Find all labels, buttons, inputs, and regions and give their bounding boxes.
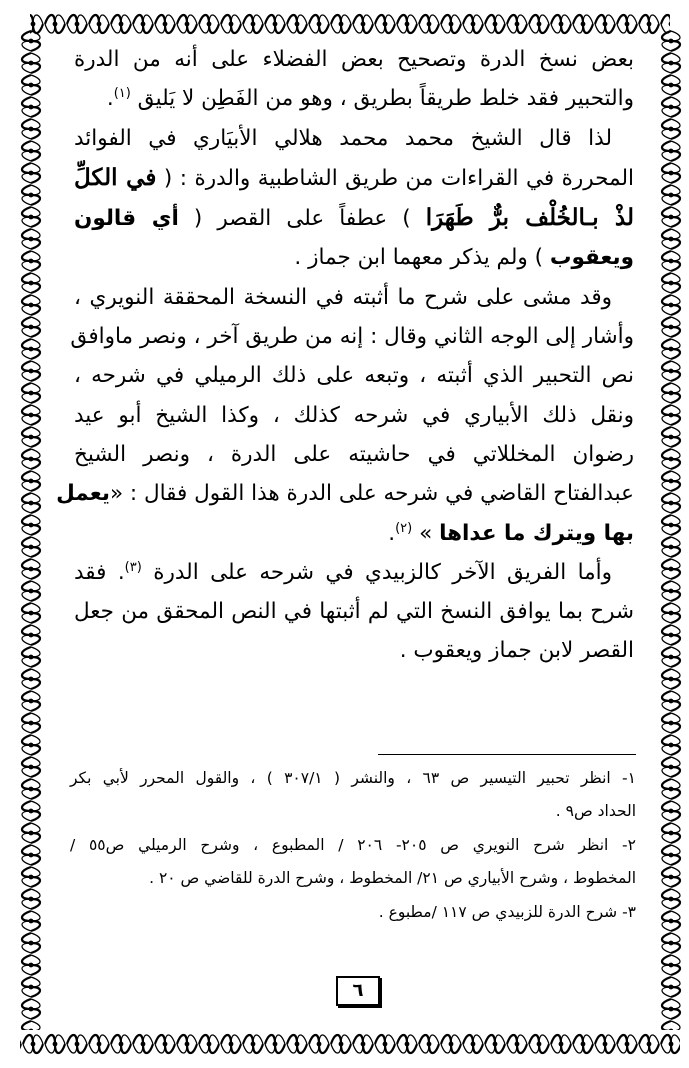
text-span: . (106, 86, 114, 112)
paragraph-4 (74, 553, 634, 671)
text-span: عبدالفتاح القاضي في شرحه على الدرة هذا القول فقال : « (109, 481, 634, 507)
footnote-line: الحداد ص٩ . (555, 802, 636, 821)
bold-span: أي قالون (74, 206, 179, 232)
text-span: وأما الفريق الآخر كالزبيدي في شرحه على الدرة (153, 559, 612, 585)
text-span: » (419, 520, 433, 546)
text-line: وقد مشى على شرح ما أثبته في النسخة المحققة النويري ، (74, 284, 612, 310)
ornamental-border-top (0, 8, 689, 40)
text-span: ) ولم يذكر معهما ابن جماز . (294, 245, 544, 271)
ornamental-border-left (14, 30, 48, 1030)
text-line (74, 158, 634, 198)
text-line: وأشار إلى الوجه الثاني وقال : إنه من طريق آخر ، ونصر ماوافق (70, 324, 634, 350)
text-span: ) عطفاً على القصر ( (193, 206, 411, 232)
footnote-line: ٢- انظر شرح النويري ص ٢٠٥- ٢٠٦ / المطبوع ، وشرح الرميلي ص٥٥ / (70, 835, 636, 854)
text-span: . (388, 520, 396, 546)
footnotes (70, 762, 636, 929)
paragraph-1 (74, 40, 634, 119)
text-line (74, 514, 634, 553)
text-line (74, 198, 634, 238)
ornamental-border-right (654, 30, 688, 1030)
footnote-ref-3[interactable]: (٣) (124, 559, 142, 575)
bold-span: يعمل (56, 481, 110, 507)
text-line (56, 474, 634, 513)
text-span: والتحبير فقد خلط طريقاً بطريق ، وهو من الفَطِن لا يَليق (137, 86, 634, 112)
footnote-2 (70, 829, 636, 896)
footnote-1 (70, 762, 636, 829)
footnote-3 (70, 896, 636, 929)
footnote-separator (378, 754, 636, 755)
paragraph-3 (56, 278, 634, 553)
text-line: ونقل ذلك الأبياري في شرحه كذلك ، وكذا الشيخ أبو عيد (74, 402, 634, 428)
quran-verse: لذْ بـالخُلْف برٌّ طَهَرَا (425, 204, 634, 232)
text-span: المحررة في القراءات من طريق الشاطبية والدرة : ( (163, 165, 634, 191)
footnote-line: ٣- شرح الدرة للزبيدي ص ١١٧ /مطبوع . (378, 902, 636, 921)
footnote-ref-2[interactable]: (٢) (395, 520, 413, 536)
ornamental-border-bottom (0, 1028, 689, 1060)
text-line: بعض نسخ الدرة وتصحيح بعض الفضلاء على أنه من الدرة (74, 47, 634, 72)
text-line: شرح بما يوافق النسخ التي لم أثبتها في النص المحقق من جعل (74, 599, 634, 625)
page-number: ٦ (336, 976, 380, 1006)
text-span: . فقد (74, 559, 125, 585)
paragraph-2 (74, 119, 634, 278)
main-text (56, 40, 634, 671)
quran-verse: في الكلِّ (74, 163, 157, 191)
text-line: لذا قال الشيخ محمد محمد هلالي الأبيَاري في الفوائد (74, 125, 612, 151)
text-line: نص التحبير الذي أثبته ، وتبعه على ذلك الرميلي في شرحه ، (74, 363, 634, 389)
footnote-ref-1[interactable]: (١) (113, 86, 131, 102)
bold-span: ويعقوب (549, 245, 634, 271)
footnote-line: المخطوط ، وشرح الأبياري ص ٢١/ المخطوط ، وشرح الدرة للقاضي ص ٢٠ . (149, 869, 636, 888)
text-line (74, 79, 634, 118)
bold-span: بها ويترك ما عداها (439, 520, 634, 546)
footnote-line: ١- انظر تحبير التيسير ص ٦٣ ، والنشر ( ٣٠٧/١ ) ، والقول المحرر لأبي بكر (70, 769, 636, 787)
text-line: القصر لابن جماز ويعقوب . (399, 638, 634, 664)
text-line (74, 238, 634, 277)
text-line: رضوان المخللاتي في حاشيته على الدرة ، ونصر الشيخ (74, 441, 634, 467)
text-line (74, 553, 634, 592)
